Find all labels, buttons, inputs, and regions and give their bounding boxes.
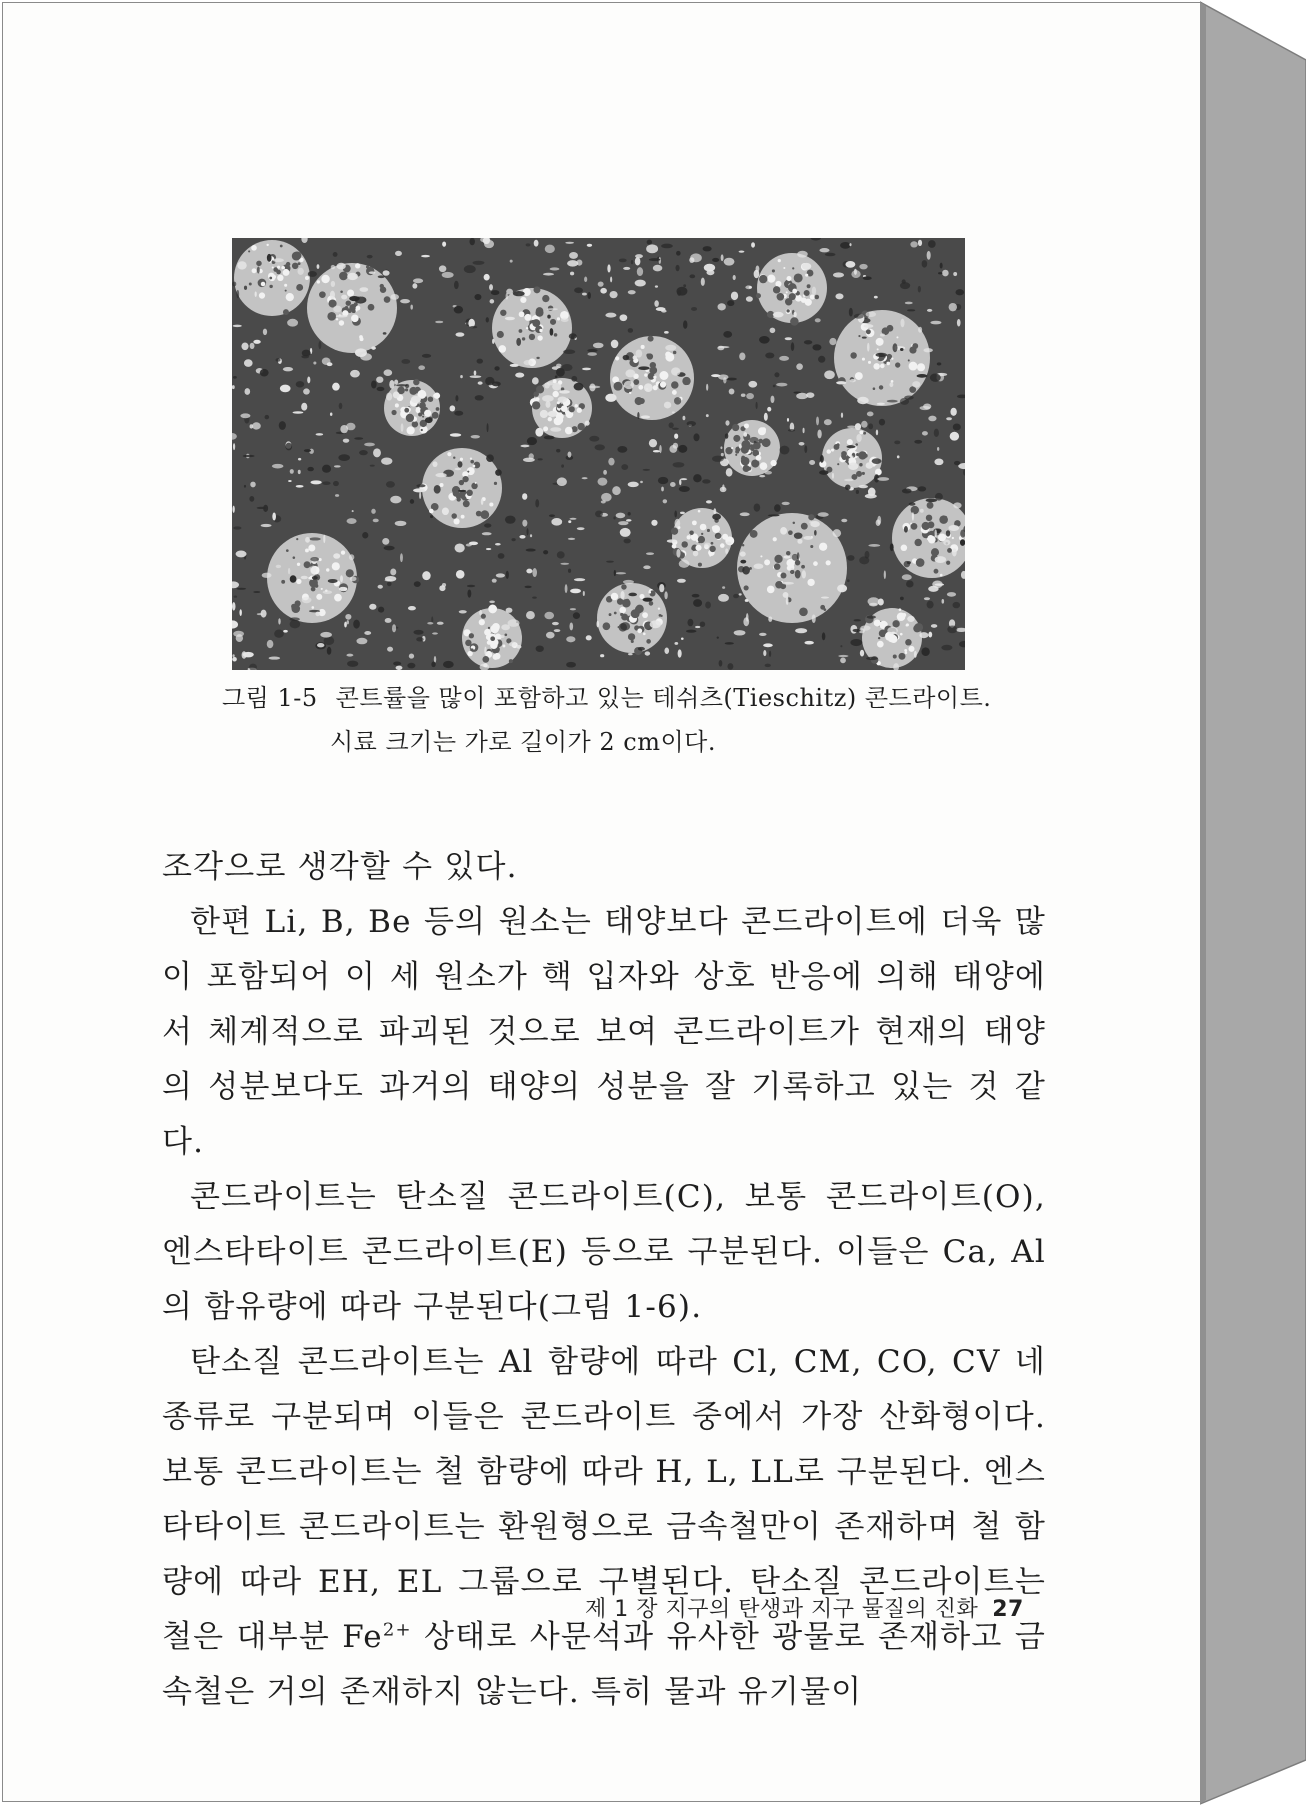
page-number: 27: [992, 1597, 1024, 1622]
chapter-title: 제 1 장 지구의 탄생과 지구 물질의 진화: [585, 1597, 979, 1622]
book-page-edge: [1200, 0, 1306, 1806]
chondrite-photo: [232, 238, 965, 670]
figure-caption-line2: 시료 크기는 가로 길이가 2 cm이다.: [330, 728, 716, 756]
paragraph-text: 상태로 사문석과 유사한 광물로 존재하고 금속철은 거의 존재하지 않는다. 특히 물과 유기물이: [162, 1619, 1046, 1710]
paragraph: [162, 1335, 1046, 1720]
paragraph: 한편 Li, B, Be 등의 원소는 태양보다 콘드라이트에 더욱 많이 포함되어 이 세 원소가 핵 입자와 상호 반응에 의해 태양에서 체계적으로 파괴된 것으로 보여 콘드라이트가 현재의 태양의 성분보다도 과거의 태양의 성분을 잘 기록하고 있는 것 같다.: [162, 904, 1046, 1160]
paragraph: 조각으로 생각할 수 있다.: [162, 849, 518, 885]
paragraph: 콘드라이트는 탄소질 콘드라이트(C), 보통 콘드라이트(O), 엔스타타이트 콘드라이트(E) 등으로 구분된다. 이들은 Ca, Al의 함유량에 따라 구분된다(그림 1-6).: [162, 1179, 1046, 1325]
figure-caption: [222, 682, 1122, 714]
superscript: 2+: [382, 1619, 412, 1641]
paragraph-text: 탄소질 콘드라이트는 Al 함량에 따라 Cl, CM, CO, CV 네 종류로 구분되며 이들은 콘드라이트 중에서 가장 산화형이다. 보통 콘드라이트는 철 함량에 따라 H, L, LL로 구분된다. 엔스타타이트 콘드라이트는 환원형으로 금속철만이 존재하며 철 함량에 따라 EH, EL 그룹으로 구별된다. 탄소질 콘드라이트는 철은 대부분 Fe: [162, 1344, 1046, 1655]
body-text: [162, 840, 1046, 1720]
running-footer: [585, 1592, 1024, 1623]
figure-number: 그림 1-5: [222, 684, 318, 712]
figure-caption-line1: 콘트률을 많이 포함하고 있는 테쉬츠(Tieschitz) 콘드라이트.: [335, 684, 992, 712]
